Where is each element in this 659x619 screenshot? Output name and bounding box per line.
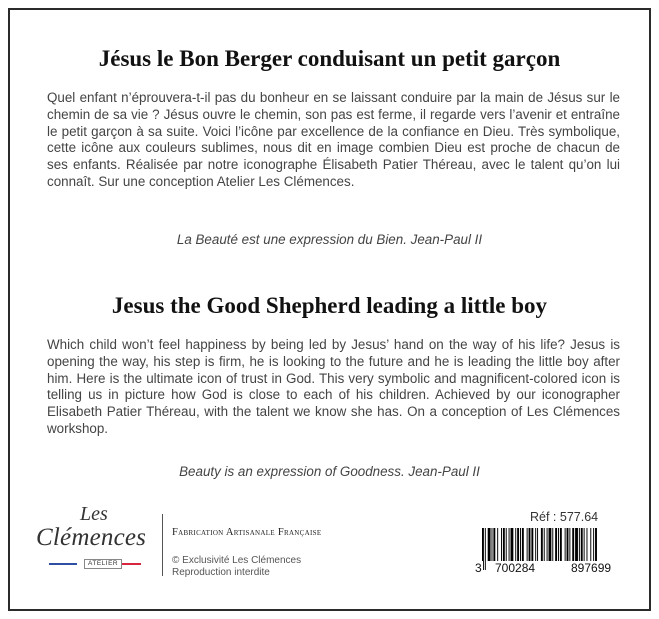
barcode-right-group: 897699 (571, 561, 612, 575)
barcode-bar (569, 528, 570, 561)
barcode-bar (492, 528, 493, 561)
logo-line-clemences: Clémences (36, 524, 147, 551)
barcode-bar (552, 528, 553, 561)
barcode-bar (584, 528, 585, 561)
barcode-bar (511, 528, 514, 561)
barcode-bar (558, 528, 559, 561)
copyright-notice (172, 555, 301, 579)
fabrication-label: Fabrication Artisanale Française (172, 527, 322, 538)
barcode-number (474, 561, 636, 575)
barcode-bar (517, 528, 519, 561)
barcode-bar (572, 528, 574, 561)
barcode-bar (535, 528, 536, 561)
reference-number: Réf : 577.64 (530, 510, 599, 524)
english-description: Which child won’t feel happiness by being led by Jesus’ hand on the way of his life? Jesus is opening the way, his step is firm, he is looking to the future and he is leading the little boy after him. Here is the ultimate icon of trust in God. This very symbolic and magnificent-colored icon is telling us in picture how God is close to each of his children. Achieved by our iconographer Elisabeth Patier Théreau, with the talent we know she has. On a conception of Les Clémences workshop. (47, 337, 620, 436)
barcode-bar (560, 528, 562, 561)
french-description: Quel enfant n’éprouvera-t-il pas du bonheur en se laissant conduire par la main de Jésus sur le chemin de sa vie ? Jésus ouvre le chemin, son pas est ferme, il regarde vers l’avenir et entraîne le petit garçon à sa suite. Voici l’icône par excellence de la confiance en Dieu. Très symbolique, cette icône aux couleurs sublimes, nous dit en image combien Dieu est proche de chacun de ses enfants. Réalisée par notre iconographe Élisabeth Patier Théreau, avec le talent qu’on lui connaît. Sur une conception Atelier Les Clémences. (47, 90, 620, 189)
barcode-bar (587, 528, 588, 561)
barcode-bar (488, 528, 491, 561)
barcode-bar (497, 528, 498, 561)
barcode-bar (506, 528, 507, 561)
barcode-bar (509, 528, 510, 561)
barcode-bar (529, 528, 531, 561)
barcode-bar (520, 528, 521, 561)
barcode-bar (531, 528, 533, 561)
barcode-bar (522, 528, 524, 561)
barcode-bar (515, 528, 516, 561)
barcode-bar (565, 528, 566, 561)
barcode-bar (541, 528, 543, 561)
footer-divider (162, 514, 163, 576)
barcode-bar (593, 528, 594, 561)
barcode-bar (555, 528, 557, 561)
barcode-bar (567, 528, 569, 561)
reproduction-text: Reproduction interdite (172, 567, 270, 578)
barcode-bar (575, 528, 578, 561)
barcode-bar (503, 528, 505, 561)
barcode-bar (537, 528, 538, 561)
barcode-bar (581, 528, 583, 561)
barcode-bar (493, 528, 495, 561)
french-quote: La Beauté est une expression du Bien. Jean-Paul II (176, 232, 483, 247)
french-title: Jésus le Bon Berger conduisant un petit garçon (98, 46, 561, 71)
les-clemences-logo (32, 503, 158, 575)
barcode-bar (549, 528, 552, 561)
barcode-bar (544, 528, 545, 561)
barcode-bar (501, 528, 502, 561)
logo-atelier-tag: ATELIER (84, 559, 122, 569)
barcode-bar (590, 528, 591, 561)
barcode-bar (579, 528, 580, 561)
barcode-bar (527, 528, 528, 561)
barcode-lead-digit: 3 (475, 561, 482, 575)
logo-line-les: Les (80, 503, 108, 525)
english-title: Jesus the Good Shepherd leading a little boy (111, 293, 548, 318)
barcode-bar (547, 528, 548, 561)
barcode-left-group: 700284 (495, 561, 536, 575)
english-quote: Beauty is an expression of Goodness. Jean-Paul II (179, 464, 480, 479)
exclusivity-text: © Exclusivité Les Clémences (172, 555, 302, 566)
